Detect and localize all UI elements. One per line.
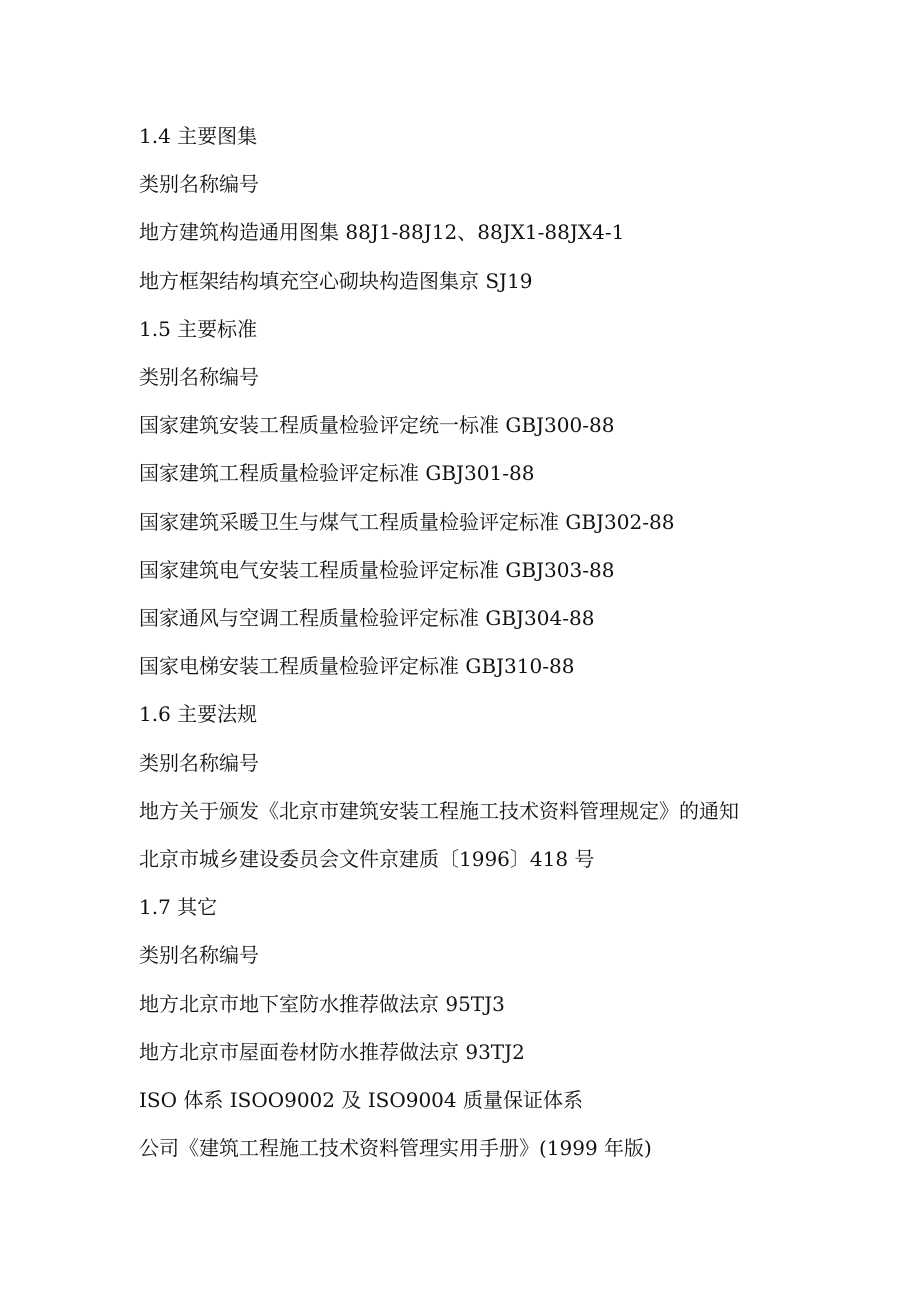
text-line: 国家建筑安装工程质量检验评定统一标准 GBJ300-88 bbox=[139, 413, 615, 437]
text-line: 地方关于颁发《北京市建筑安装工程施工技术资料管理规定》的通知 bbox=[139, 799, 739, 823]
text-line: 国家建筑电气安装工程质量检验评定标准 GBJ303-88 bbox=[139, 558, 615, 582]
text-line: 地方建筑构造通用图集 88J1-88J12、88JX1-88JX4-1 bbox=[139, 220, 625, 244]
column-header-line: 类别名称编号 bbox=[139, 751, 259, 775]
text-line: 北京市城乡建设委员会文件京建质〔1996〕418 号 bbox=[139, 847, 595, 871]
section-heading-1-6: 1.6 主要法规 bbox=[139, 702, 258, 726]
text-line: 国家电梯安装工程质量检验评定标准 GBJ310-88 bbox=[139, 654, 575, 678]
text-line: 国家建筑工程质量检验评定标准 GBJ301-88 bbox=[139, 461, 535, 485]
column-header-line: 类别名称编号 bbox=[139, 365, 259, 389]
column-header-line: 类别名称编号 bbox=[139, 943, 259, 967]
section-heading-1-7: 1.7 其它 bbox=[139, 895, 218, 919]
text-line: 公司《建筑工程施工技术资料管理实用手册》(1999 年版) bbox=[139, 1136, 652, 1160]
text-line: ISO 体系 ISOO9002 及 ISO9004 质量保证体系 bbox=[139, 1088, 583, 1112]
text-line: 地方北京市地下室防水推荐做法京 95TJ3 bbox=[139, 992, 505, 1016]
text-line: 地方框架结构填充空心砌块构造图集京 SJ19 bbox=[139, 269, 533, 293]
text-line: 国家建筑采暖卫生与煤气工程质量检验评定标准 GBJ302-88 bbox=[139, 510, 675, 534]
section-heading-1-4: 1.4 主要图集 bbox=[139, 124, 258, 148]
text-line: 地方北京市屋面卷材防水推荐做法京 93TJ2 bbox=[139, 1040, 525, 1064]
text-line: 国家通风与空调工程质量检验评定标准 GBJ304-88 bbox=[139, 606, 595, 630]
section-heading-1-5: 1.5 主要标准 bbox=[139, 317, 258, 341]
column-header-line: 类别名称编号 bbox=[139, 172, 259, 196]
